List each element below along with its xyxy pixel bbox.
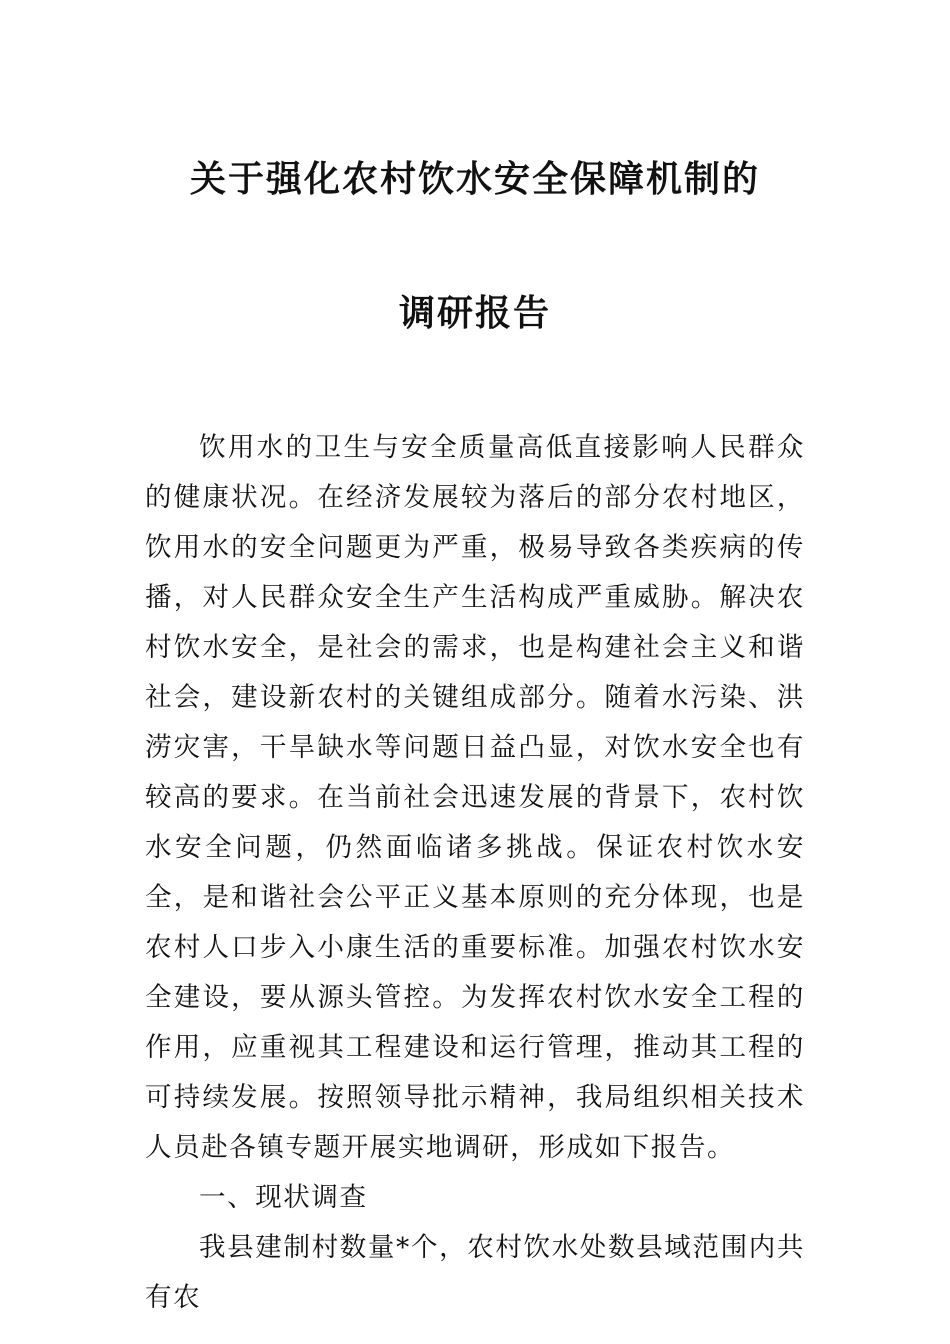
status-survey-paragraph: 我县建制村数量*个，农村饮水处数县域范围内共有农 — [145, 1232, 805, 1313]
section-heading-status-survey: 一、现状调查 — [199, 1182, 368, 1213]
document-title-line-2: 调研报告 — [398, 293, 551, 334]
intro-paragraph: 饮用水的卫生与安全质量高低直接影响人民群众的健康状况。在经济发展较为落后的部分农村地区，饮用水的安全问题更为严重，极易导致各类疾病的传播，对人民群众安全生产生活构成严重威胁。解决农村饮水安全，是社会的需求，也是构建社会主义和谐社会，建设新农村的关键组成部分。随着水污染、洪涝灾害，干旱缺水等问题日益凸显，对饮水安全也有较高的要求。在当前社会迅速发展的背景下，农村饮水安全问题，仍然面临诸多挑战。保证农村饮水安全，是和谐社会公平正义基本原则的充分体现，也是农村人口步入小康生活的重要标准。加强农村饮水安全建设，要从源头管控。为发挥农村饮水安全工程的作用，应重视其工程建设和运行管理，推动其工程的可持续发展。按照领导批示精神，我局组织相关技术人员赴各镇专题开展实地调研，形成如下报告。 — [145, 432, 805, 1163]
document-title-line-1: 关于强化农村饮水安全保障机制的 — [189, 159, 760, 200]
document-body — [145, 423, 805, 1323]
